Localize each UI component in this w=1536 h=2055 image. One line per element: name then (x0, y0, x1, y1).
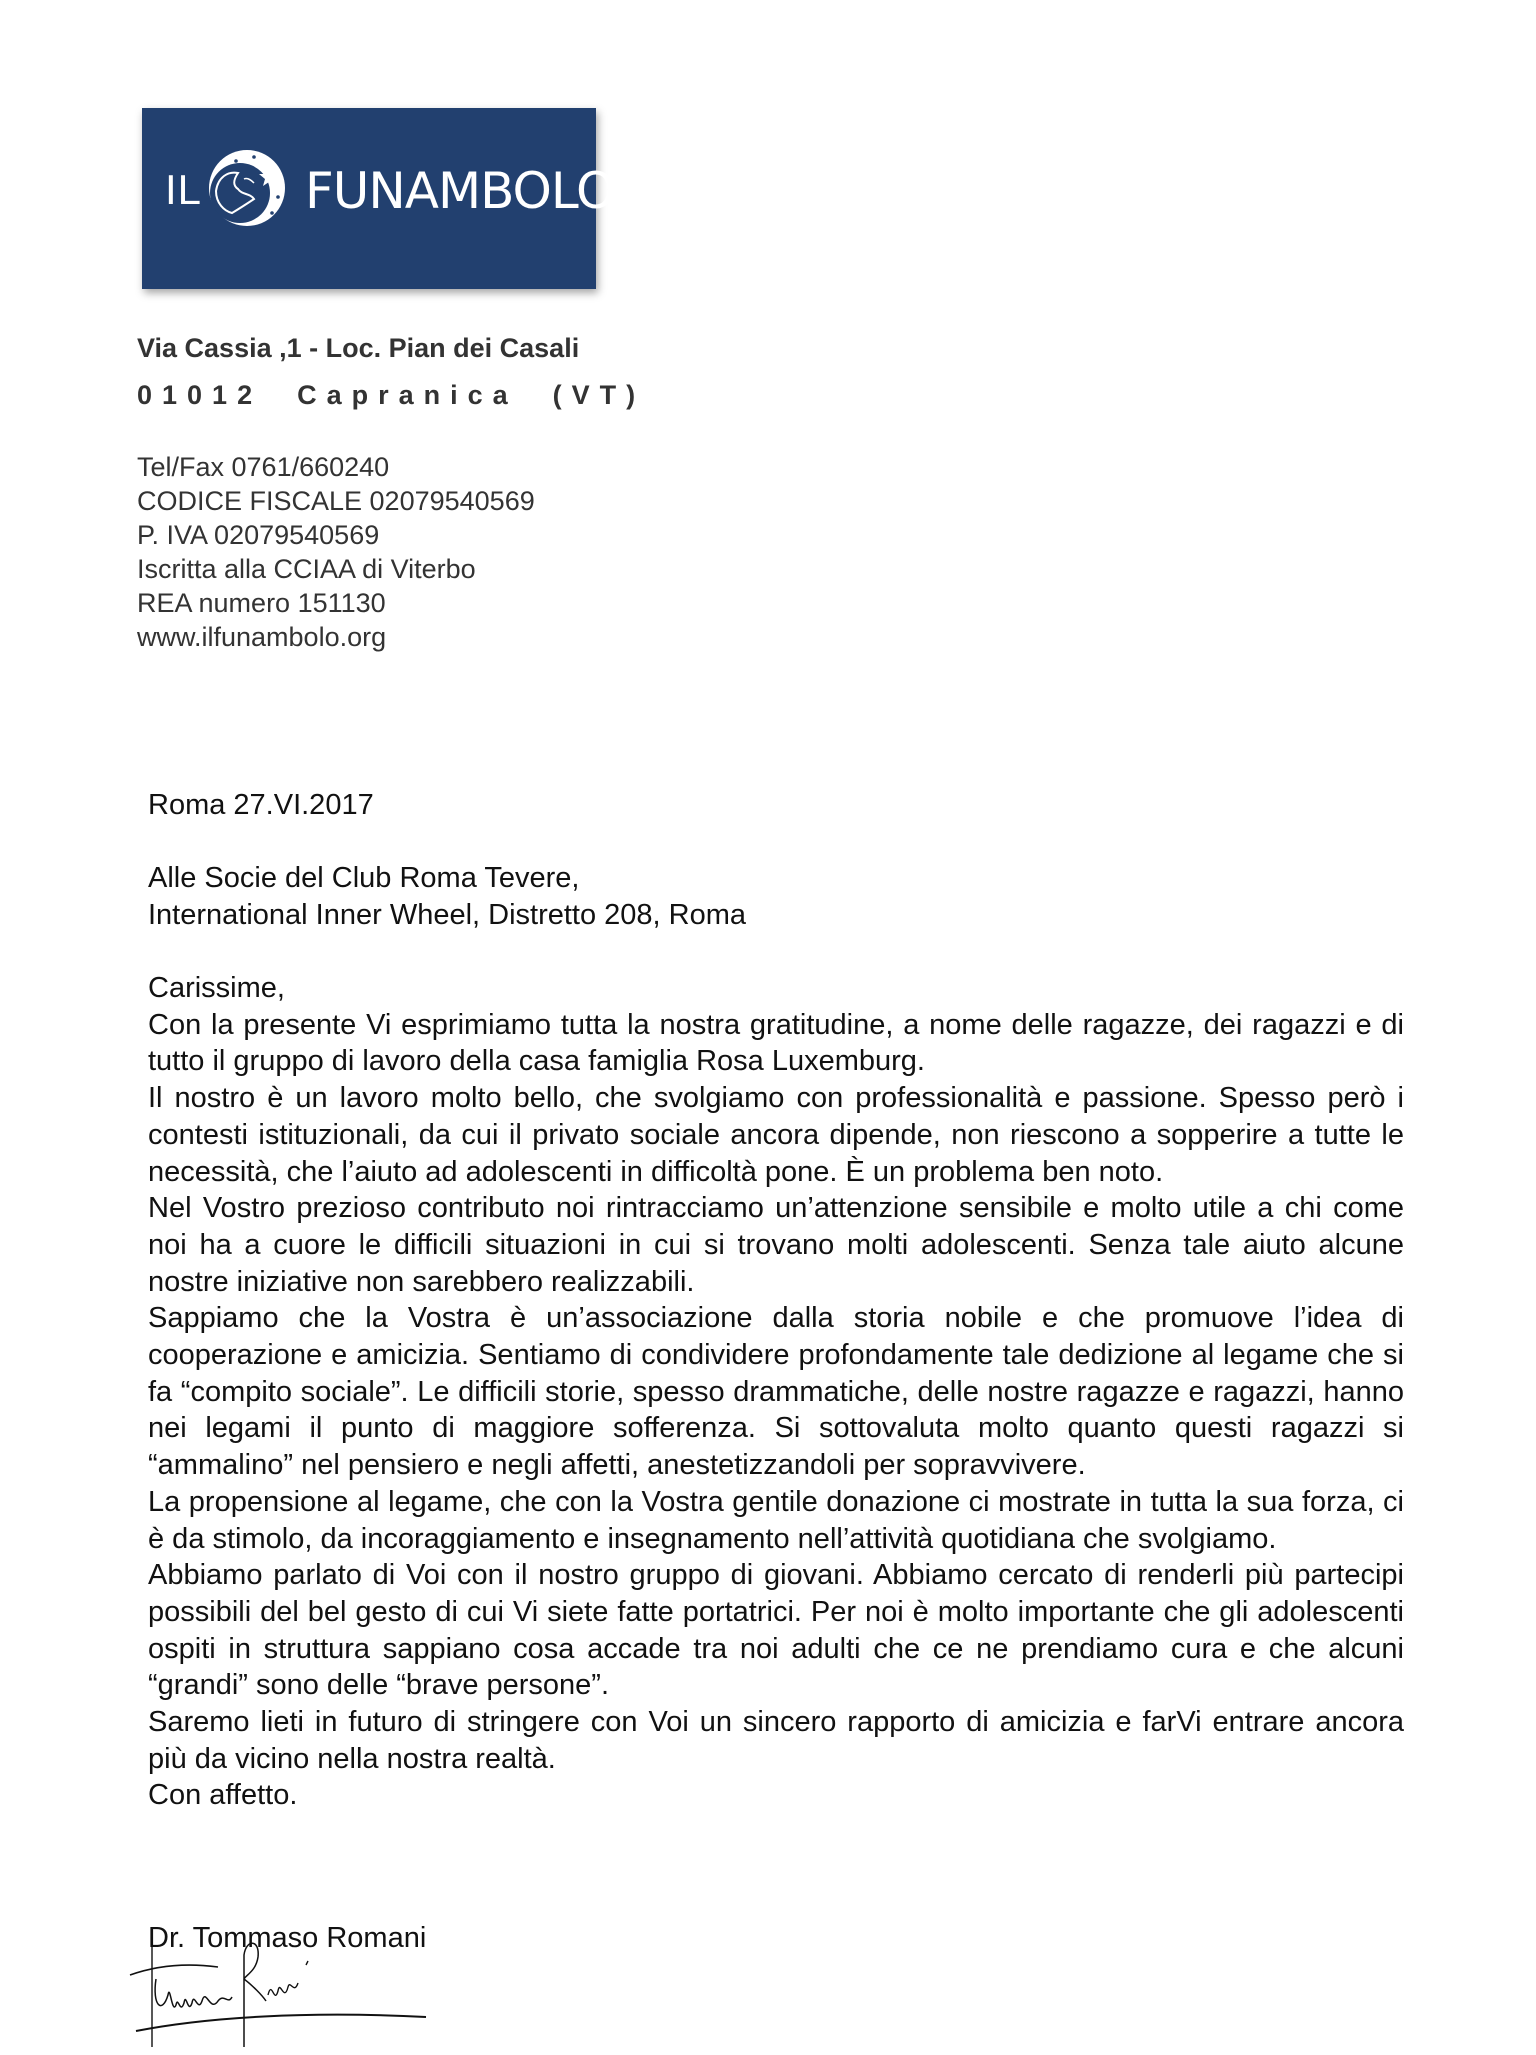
letter-paragraph: Abbiamo parlato di Voi con il nostro gruppo di giovani. Abbiamo cercato di renderli più partecipi possibili del bel gesto di cui Vi siete fatte portatrici. Per noi è molto importante che gli adolescenti ospiti in struttura sappiano cosa accade tra noi adulti che ce ne prendiamo cura e che alcuni “grandi” sono delle “brave persone”. (148, 1559, 1404, 1702)
address-line-2: 01012 Capranica (VT) (137, 380, 646, 410)
letter-body (148, 970, 1404, 1814)
letter-closing: Con affetto. (148, 1779, 298, 1812)
logo-prefix: IL (165, 166, 203, 213)
letter-paragraph: Con la presente Vi esprimiamo tutta la nostra gratitudine, a nome delle ragazze, dei ragazzi e di tutto il gruppo di lavoro della casa famiglia Rosa Luxemburg. (148, 1008, 1404, 1078)
contact-phone: Tel/Fax 0761/660240 (137, 452, 390, 482)
address-line-1: Via Cassia ,1 - Loc. Pian dei Casali (137, 333, 580, 363)
contact-website: www.ilfunambolo.org (137, 622, 387, 652)
letter-signer: Dr. Tommaso Romani (148, 1922, 427, 1954)
letter-paragraph: Il nostro è un lavoro molto bello, che svolgiamo con professionalità e passione. Spesso però i contesti istituzionali, da cui il privato sociale ancora dipende, non riescono a sopperire a tutte le necessità, che l’aiuto ad adolescenti in difficoltà pone. È un problema ben noto. (148, 1082, 1404, 1188)
letter-recipient (148, 860, 1404, 933)
letter-date: Roma 27.VI.2017 (148, 789, 374, 821)
recipient-line-2: International Inner Wheel, Distretto 208, Roma (148, 898, 747, 931)
contact-vat: P. IVA 02079540569 (137, 520, 380, 550)
handwritten-signature (128, 1935, 448, 2055)
contact-registry: Iscritta alla CCIAA di Viterbo (137, 554, 476, 584)
contact-block (137, 450, 535, 654)
moon-earth-star-icon (202, 143, 292, 233)
recipient-line-1: Alle Socie del Club Roma Tevere, (148, 862, 580, 894)
letter-greeting: Carissime, (148, 972, 285, 1004)
contact-rea: REA numero 151130 (137, 588, 386, 618)
letter-paragraph: La propensione al legame, che con la Vostra gentile donazione ci mostrate in tutta la sua forza, ci è da stimolo, da incoraggiamento e insegnamento nell’attività quotidiana che svolgiamo. (148, 1485, 1404, 1555)
letter-paragraph: Nel Vostro prezioso contributo noi rintracciamo un’attenzione sensibile e molto utile a chi come noi ha a cuore le difficili situazioni in cui si trovano molti adolescenti. Senza tale aiuto alcune nostre iniziative non sarebbero realizzabili. (148, 1192, 1404, 1298)
contact-tax-code: CODICE FISCALE 02079540569 (137, 486, 535, 516)
logo-name: FUNAMBOLO (305, 162, 615, 220)
il-funambolo-logo (142, 108, 615, 289)
letter-paragraph: Sappiamo che la Vostra è un’associazione dalla storia nobile e che promuove l’idea di cooperazione e amicizia. Sentiamo di condividere profondamente tale dedizione al legame che si fa “compito sociale”. Le difficili storie, spesso drammatiche, delle nostre ragazze e ragazzi, hanno nei legami il punto di maggiore sofferenza. Si sottovaluta molto quanto questi ragazzi si “ammalino” nel pensiero e negli affetti, anestetizzandoli per sopravvivere. (148, 1302, 1404, 1482)
letter-paragraph: Saremo lieti in futuro di stringere con Voi un sincero rapporto di amicizia e farVi entrare ancora più da vicino nella nostra realtà. (148, 1706, 1404, 1775)
